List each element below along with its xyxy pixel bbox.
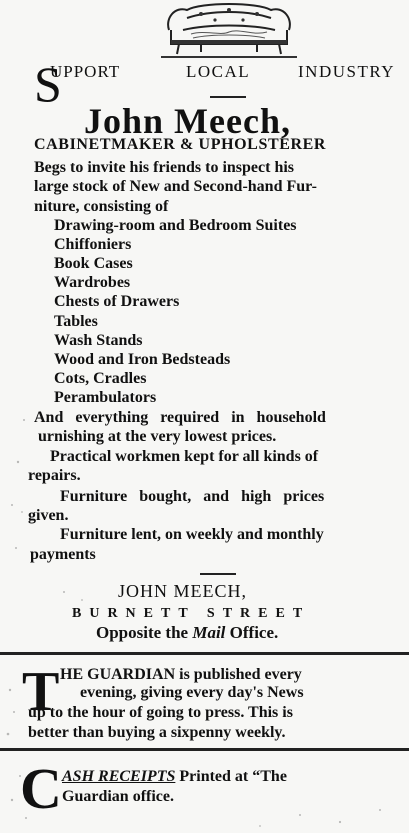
list-item: Drawing-room and Bedroom Suites bbox=[54, 217, 297, 234]
list-item: Chests of Drawers bbox=[54, 293, 180, 310]
notice-line: evening, giving every day's News bbox=[80, 684, 304, 701]
newspaper-name: Mail bbox=[192, 623, 226, 642]
location-suffix: Office. bbox=[225, 623, 279, 642]
list-item: Perambulators bbox=[54, 389, 157, 406]
cash-receipts-notice bbox=[0, 756, 409, 833]
location-prefix: Opposite the bbox=[96, 623, 193, 642]
intro-line: large stock of New and Second-hand Fur- bbox=[34, 178, 317, 195]
closing-line: repairs. bbox=[28, 467, 81, 484]
closing-line: Practical workmen kept for all kinds of bbox=[50, 448, 319, 465]
closing-line: Furniture bought, and high prices bbox=[60, 488, 325, 505]
closing-line: And everything required in household bbox=[34, 409, 326, 426]
notice-line: better than buying a sixpenny weekly. bbox=[28, 724, 286, 741]
closing-line: urnishing at the very lowest prices. bbox=[38, 428, 277, 445]
list-item: Book Cases bbox=[54, 255, 133, 272]
closing-line: payments bbox=[30, 546, 96, 563]
guardian-notice bbox=[0, 662, 409, 744]
list-item: Wood and Iron Bedsteads bbox=[54, 351, 231, 368]
advertiser-name: John Meech, bbox=[84, 101, 291, 141]
notice-line bbox=[62, 768, 287, 786]
heading-support: UPPORT bbox=[50, 62, 121, 81]
list-item: Chiffoniers bbox=[54, 236, 132, 253]
divider bbox=[200, 573, 236, 575]
street-address: BURNETT STREET bbox=[72, 606, 311, 621]
divider bbox=[210, 96, 246, 98]
intro-line: niture, consisting of bbox=[34, 198, 169, 215]
closing-line: given. bbox=[28, 507, 69, 524]
cash-receipts-label: ASH RECEIPTS bbox=[62, 768, 176, 785]
dropcap-c: C bbox=[20, 756, 62, 821]
heading-local: LOCAL bbox=[186, 62, 251, 81]
trade-line: CABINETMAKER & UPHOLSTERER bbox=[34, 136, 327, 153]
list-item: Tables bbox=[54, 313, 98, 330]
heading-industry: INDUSTRY bbox=[298, 62, 396, 81]
section-rule bbox=[0, 748, 409, 751]
dropcap-s: S bbox=[34, 56, 62, 112]
location-note bbox=[96, 623, 278, 643]
closing-line: Furniture lent, on weekly and monthly bbox=[60, 526, 324, 543]
list-item: Cots, Cradles bbox=[54, 370, 147, 387]
notice-line: up to the hour of going to press. This is bbox=[28, 704, 293, 721]
signature-name: JOHN MEECH, bbox=[118, 581, 248, 601]
notice-line: HE GUARDIAN is published every bbox=[60, 666, 302, 683]
printed-at-label: Printed at “The bbox=[175, 768, 287, 785]
sofa-illustration bbox=[161, 0, 297, 58]
section-rule bbox=[0, 652, 409, 655]
list-item: Wardrobes bbox=[54, 274, 131, 291]
intro-line: Begs to invite his friends to inspect his bbox=[34, 159, 295, 176]
list-item: Wash Stands bbox=[54, 332, 143, 349]
notice-line: Guardian office. bbox=[62, 788, 174, 805]
dropcap-t: T bbox=[22, 661, 60, 723]
